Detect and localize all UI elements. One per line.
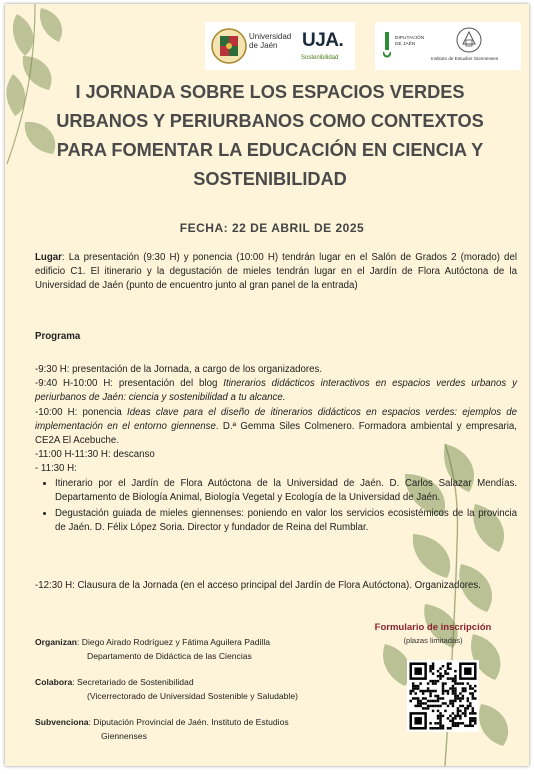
uja-logo [205,22,355,70]
organizers-label: Organizan [35,637,78,647]
diputacion-logo [375,22,521,70]
sponsor-label: Subvenciona [35,717,89,727]
list-item: • Itinerario por el Jardín de Flora Autóctona de la Universidad de Jaén. D. Carlos Salazar Mendías. Departamento de Biología Animal, Biología Vegetal y Ecología de la Universidad de Jaén. [55,477,517,505]
event-date: FECHA: 22 DE ABRIL DE 2025 [179,221,365,235]
registration-form-link[interactable]: Formulario de inscripción [374,622,492,633]
schedule-item: - 11:30 H: [35,463,77,475]
uja-brand: UJA. [302,30,344,51]
collaborator-block: Colabora: Secretariado de Sostenibilidad (Vicerrectorado de Universidad Sostenible y Saludable) [35,677,298,701]
limited-places-note: (plazas limitadas) [403,636,463,645]
ieg-crest-icon [455,26,483,54]
program-title: Programa [35,331,81,342]
program-schedule [35,363,517,537]
uja-name: Universidad de Jaén [249,32,292,50]
uja-sostenibilidad: Sostenibilidad [301,55,339,61]
closing-item: -12:30 H: Clausura de la Jornada (en el acceso principal del Jardín de Flora Autóctona). Organizadores. [35,580,481,591]
schedule-sublist [35,477,517,536]
flyer-page [5,4,529,766]
schedule-item: -10:00 H: ponencia Ideas clave para el diseño de itinerarios didácticos en espacios verdes: ejemplos de implementación en el entorno giennense. D.ª Gemma Siles Colmenero. Formadora ambiental y empresaria, CE2A El Acebuche. [35,406,517,447]
location-paragraph [35,251,517,294]
list-item: • Degustación guiada de mieles giennenses: poniendo en valor los servicios ecosistémicos de la provincia de Jaén. D. Félix López Soria. Director y fundador de Reina del Rumblar. [55,507,517,535]
organizers-block: Organizan: Diego Airado Rodríguez y Fátima Aguilera Padilla Departamento de Didáctica de las Ciencias [35,637,271,661]
event-title: I JORNADA SOBRE LOS ESPACIOS VERDES URBANOS Y PERIURBANOS COMO CONTEXTOS PARA FOMENTAR LA EDUCACIÓN EN CIENCIA Y SOSTENIBILIDAD [56,82,484,189]
location-label: Lugar [35,252,62,263]
schedule-item: -9:30 H: presentación de la Jornada, a cargo de los organizadores. [35,364,323,375]
collaborator-label: Colabora [35,677,73,687]
ieg-name: Instituto de Estudios Giennenses [431,56,499,61]
sponsor-block: Subvenciona: Diputación Provincial de Jaén. Instituto de Estudios Giennenses [35,717,289,741]
schedule-item: -9:40 H-10:00 H: presentación del blog Itinerarios didácticos interactivos en espacios verdes urbanos y periurbanos de Jaén: ciencia y sostenibilidad a tu alcance. [35,378,517,404]
logo-bar [205,22,521,74]
uja-seal-icon [211,27,247,65]
registration-qr-code[interactable] [407,660,479,732]
schedule-item: -11:00 H-11:30 H: descanso [35,449,155,461]
diputacion-mark-icon [383,32,391,58]
diputacion-name: DIPUTACIÓN DE JAÉN [395,36,425,47]
location-text: : La presentación (9:30 H) y ponencia (10:00 H) tendrán lugar en el Salón de Grados 2 (morado) del edificio C1. El itinerario y la degustación de mieles tendrán lugar en el Jardín de Flora Autóctona de la Universidad de Jaén (punto de encuentro junto al gran panel de la entrada) [35,252,517,292]
